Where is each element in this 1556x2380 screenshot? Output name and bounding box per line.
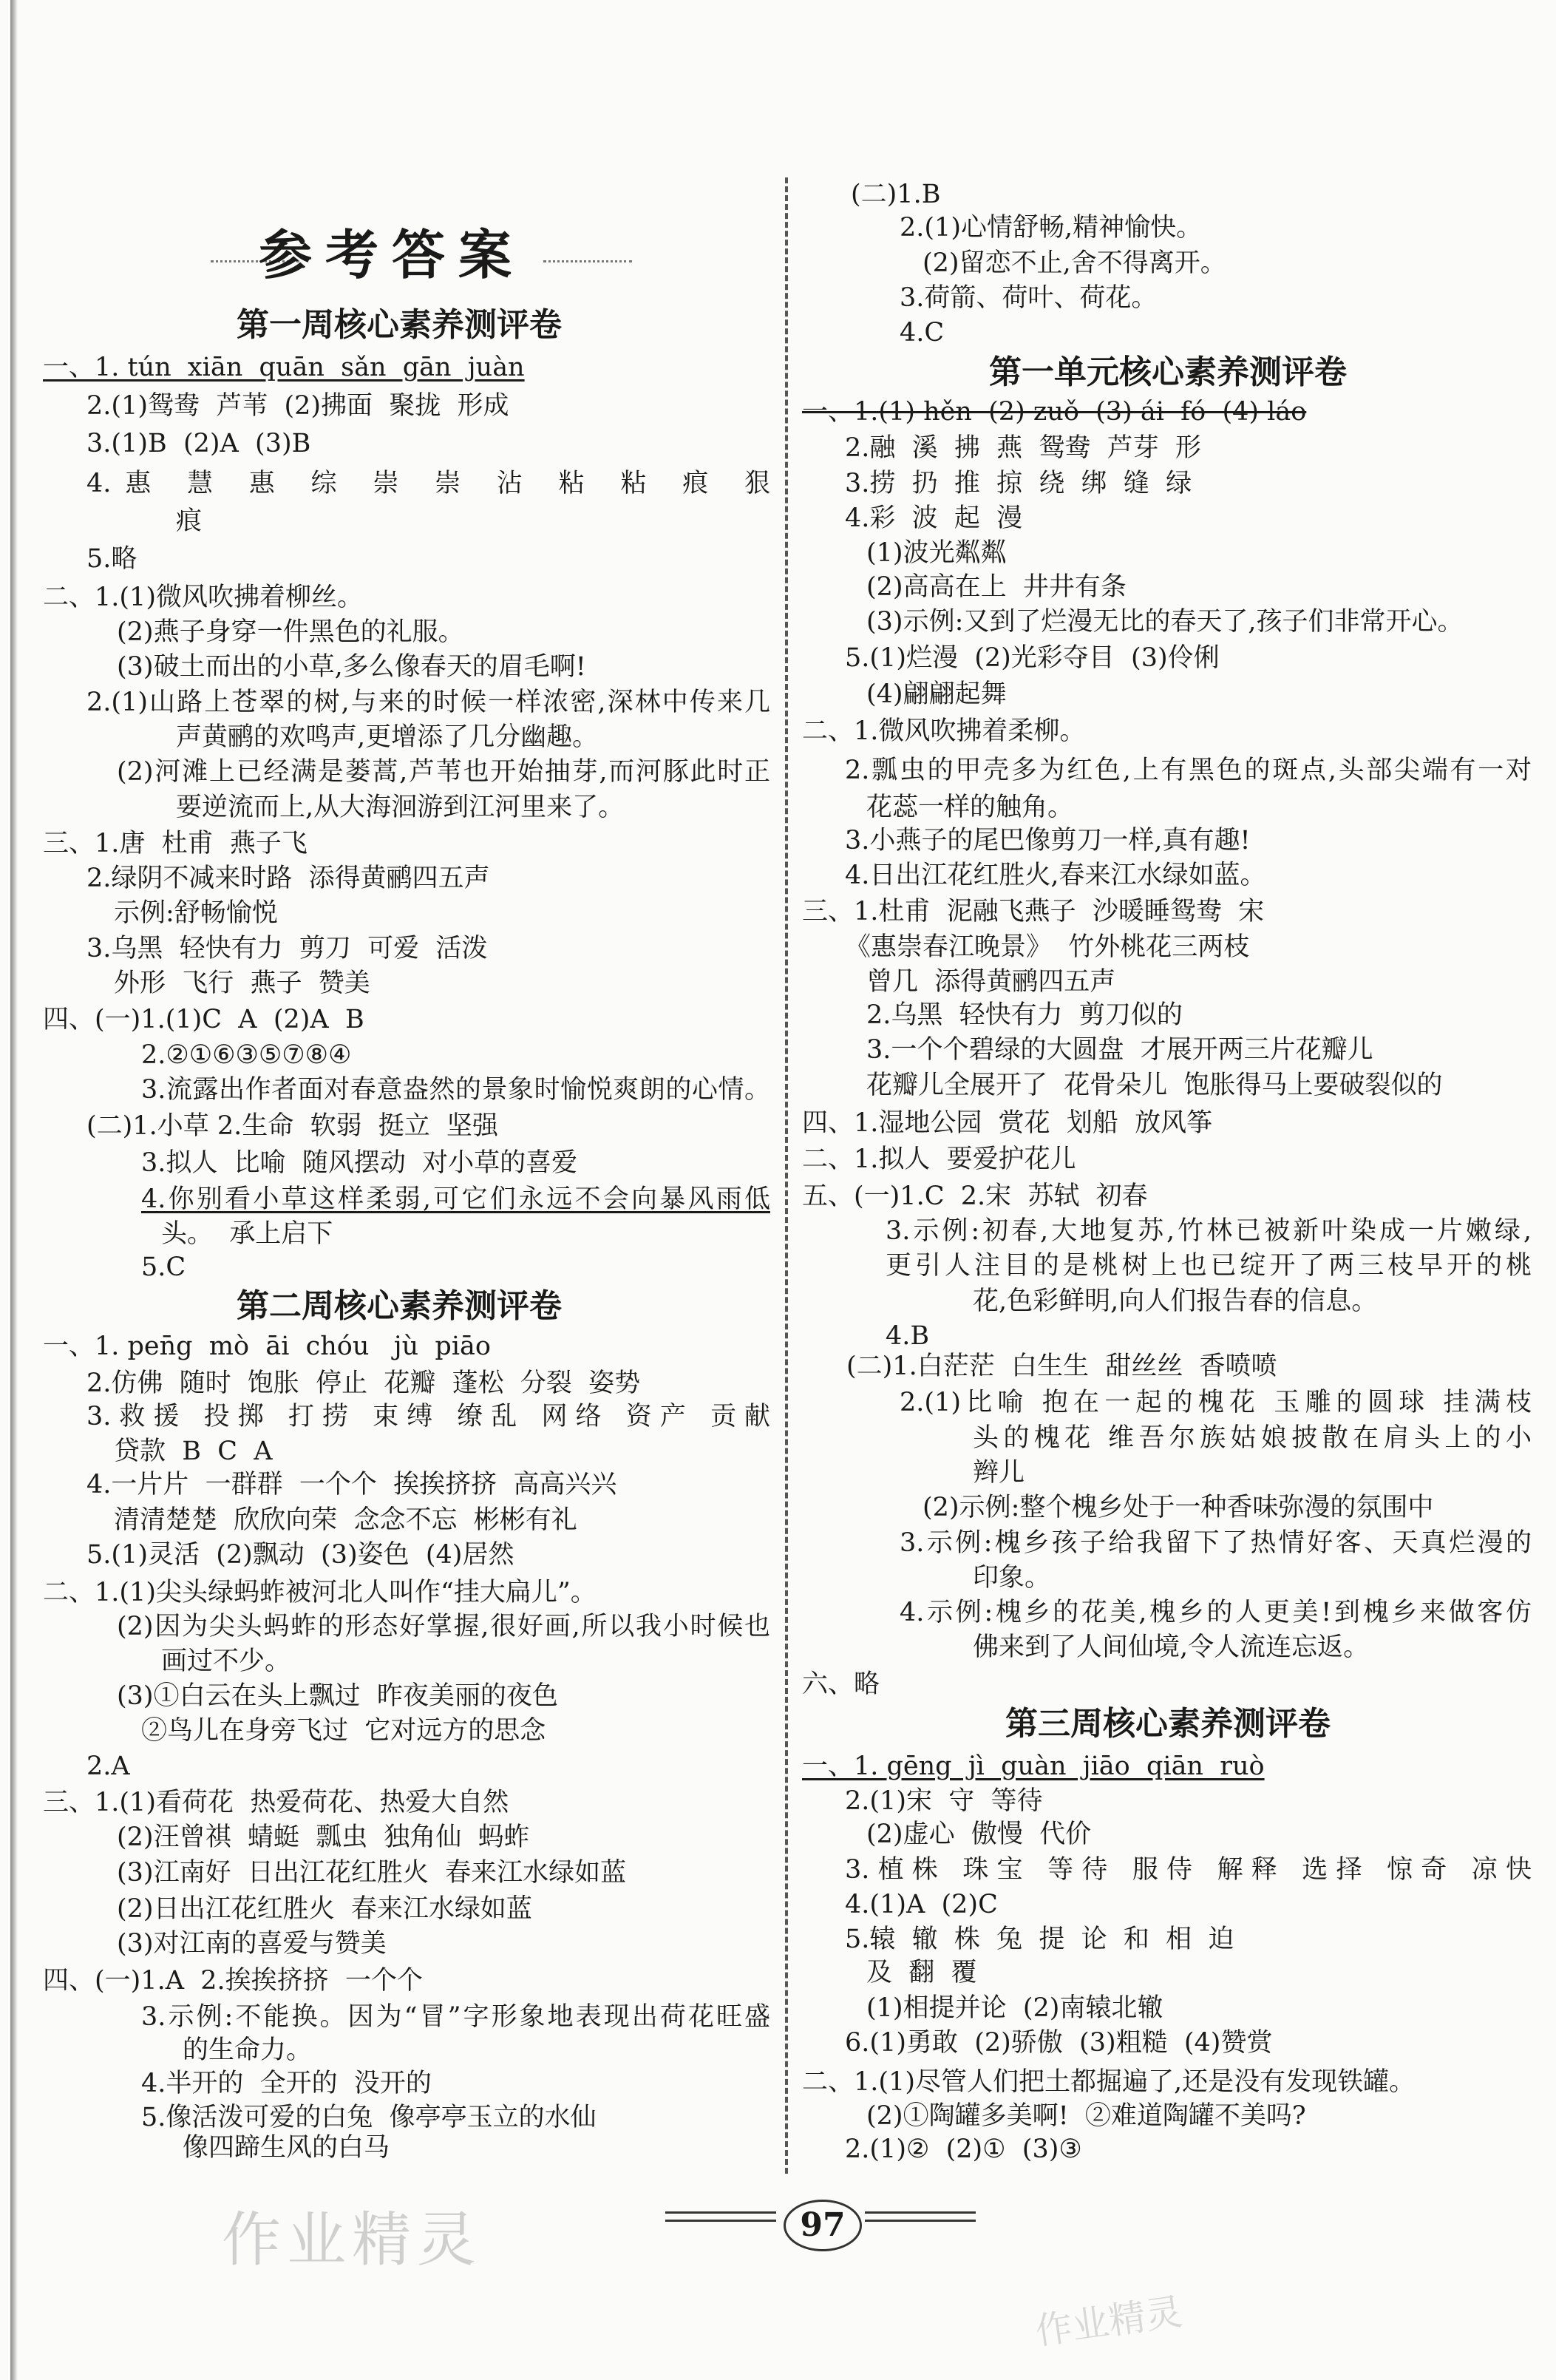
answer-line: 佛来到了人间仙境,令人流连忘返。 [973, 1633, 1370, 1662]
answer-line: 三、1.唐 杜甫 燕子飞 [43, 829, 308, 858]
answer-line: 2.(1)宋 守 等待 [845, 1786, 1043, 1816]
answer-line: 清清楚楚 欣欣向荣 念念不忘 彬彬有礼 [114, 1505, 577, 1535]
answer-line: 3.救援 投掷 打捞 束缚 缭乱 网络 资产 贡献 [86, 1402, 770, 1431]
answer-line: 5.略 [86, 544, 137, 574]
page-footer [665, 2200, 976, 2251]
answer-line: (3)江南好 日出江花红胜火 春来江水绿如蓝 [117, 1858, 627, 1888]
answer-line: 花瓣儿全展开了 花骨朵儿 饱胀得马上要破裂似的 [866, 1071, 1443, 1100]
answer-line: (1)相提并论 (2)南辕北辙 [866, 1993, 1163, 2023]
answer-line: 3.(1)B (2)A (3)B [86, 429, 311, 458]
answer-line: 5.辕 辙 株 兔 提 论 和 相 迫 [845, 1925, 1234, 1954]
answer-line: 3.示例:槐乡孩子给我留下了热情好客、天真烂漫的 [900, 1528, 1532, 1558]
answer-line: 6.(1)勇敢 (2)骄傲 (3)粗糙 (4)赞赏 [845, 2028, 1273, 2058]
answer-line: 三、1.(1)看荷花 热爱荷花、热爱大自然 [43, 1788, 509, 1817]
answer-line: ②鸟儿在身旁飞过 它对远方的思念 [141, 1716, 546, 1746]
answer-line: 3.拟人 比喻 随风摆动 对小草的喜爱 [141, 1148, 578, 1178]
answer-line: (1)波光粼粼 [866, 538, 1007, 568]
answer-line: 2.(1)心情舒畅,精神愉快。 [900, 213, 1203, 243]
answer-line: 4.你别看小草这样柔弱,可它们永远不会向暴风雨低 [141, 1184, 770, 1214]
answer-line: 四、1.湿地公园 赏花 划船 放风筝 [802, 1108, 1213, 1138]
answer-line: 2.仿佛 随时 饱胀 停止 花瓣 蓬松 分裂 姿势 [86, 1369, 641, 1398]
answer-line: 花,色彩鲜明,向人们报告春的信息。 [973, 1286, 1378, 1316]
answer-line: 一、1. tún xiān quān sǎn gān juàn [43, 353, 525, 382]
answer-line: 4.半开的 全开的 没开的 [141, 2069, 432, 2098]
answer-line: (4)翩翩起舞 [866, 679, 1007, 709]
answer-line: 头的槐花 维吾尔族姑娘披散在肩头上的小 [973, 1423, 1532, 1453]
answer-line: 5.(1)烂漫 (2)光彩夺目 (3)伶俐 [845, 643, 1220, 673]
answer-line: 二、1.(1)尖头绿蚂蚱被河北人叫作“挂大扁儿”。 [43, 1578, 597, 1607]
heading-week2: 第二周核心素养测评卷 [237, 1287, 562, 1325]
answer-line: (3)示例:又到了烂漫无比的春天了,孩子们非常开心。 [866, 607, 1464, 637]
page-number: 97 [784, 2200, 862, 2251]
answer-line: 2.②①⑥③⑤⑦⑧④ [141, 1040, 352, 1070]
answer-line: 更引人注目的是桃树上也已绽开了两三枝早开的桃 [886, 1251, 1532, 1281]
answer-line: 2.(1)比喻 抱在一起的槐花 玉雕的圆球 挂满枝 [900, 1388, 1532, 1417]
answer-line: 2.乌黑 轻快有力 剪刀似的 [866, 1000, 1183, 1030]
answer-line: 二、1.微风吹拂着柔柳。 [802, 716, 1086, 746]
answer-line: 3.荷箭、荷叶、荷花。 [900, 283, 1158, 313]
answer-line: (2)虚心 傲慢 代价 [866, 1820, 1092, 1849]
answer-line: (2)因为尖头蚂蚱的形态好掌握,很好画,所以我小时候也 [117, 1612, 770, 1641]
answer-line: (2)燕子身穿一件黑色的礼服。 [117, 617, 464, 647]
answer-line: 曾几 添得黄鹂四五声 [866, 967, 1116, 997]
answer-line: (2)留恋不止,舍不得离开。 [923, 248, 1226, 278]
answer-line: 4.(1)A (2)C [845, 1890, 998, 1919]
answer-line: 《惠崇春江晚景》 竹外桃花三两枝 [845, 932, 1250, 962]
answer-line: 3.植株 珠宝 等待 服侍 解释 选择 惊奇 凉快 [845, 1855, 1532, 1885]
column-divider [785, 177, 788, 2174]
footer-rule-right [865, 2211, 976, 2222]
answer-line: 4.C [900, 318, 945, 347]
answer-line: 示例:舒畅愉悦 [114, 898, 278, 928]
answer-line: 印象。 [973, 1563, 1051, 1593]
answer-line: 4.示例:槐乡的花美,槐乡的人更美!到槐乡来做客仿 [900, 1598, 1532, 1627]
answer-line: 4.B [886, 1321, 930, 1351]
answer-line: (2)示例:整个槐乡处于一种香味弥漫的氛围中 [923, 1493, 1434, 1522]
answer-line: 5.(1)灵活 (2)飘动 (3)姿色 (4)居然 [86, 1540, 514, 1570]
answer-line: (2)高高在上 井井有条 [866, 572, 1127, 602]
heading-week3: 第三周核心素养测评卷 [1005, 1705, 1331, 1743]
page-title: 参考答案 [258, 223, 525, 286]
answer-line: (二)1.小草 2.生命 软弱 挺立 坚强 [86, 1111, 498, 1141]
answer-line: 5.像活泼可爱的白兔 像亭亭玉立的水仙 [141, 2103, 597, 2132]
answer-line: 的生命力。 [183, 2035, 313, 2065]
answer-line: 2.融 溪 拂 燕 鸳鸯 芦芽 形 [845, 433, 1201, 463]
heading-week1: 第一周核心素养测评卷 [237, 306, 562, 344]
answer-line: 4.日出江花红胜火,春来江水绿如蓝。 [845, 861, 1266, 890]
answer-line: 四、(一)1.A 2.挨挨挤挤 一个个 [43, 1966, 423, 1996]
answer-line: (2)汪曾祺 蜻蜓 瓢虫 独角仙 蚂蚱 [117, 1823, 530, 1852]
answer-line: (3)破土而出的小草,多么像春天的眉毛啊! [117, 652, 586, 682]
answer-line: 二、1.(1)尽管人们把土都掘遍了,还是没有发现铁罐。 [802, 2067, 1416, 2097]
answer-line: 2.(1)山路上苍翠的树,与来的时候一样浓密,深林中传来几 [86, 688, 770, 717]
answer-line: 花蕊一样的触角。 [866, 793, 1074, 822]
answer-line: 及 翻 覆 [866, 1958, 977, 1987]
footer-rule-left [665, 2211, 776, 2222]
answer-line: 像四蹄生风的白马 [183, 2133, 390, 2163]
answer-line: (3)对江南的喜爱与赞美 [117, 1929, 387, 1959]
answer-line: (3)①白云在头上飘过 昨夜美丽的夜色 [117, 1681, 558, 1711]
watermark-faint: 作业精灵 [1032, 2290, 1186, 2353]
answer-line: 4.彩 波 起 漫 [845, 504, 1023, 533]
answer-line: (2)河滩上已经满是蒌蒿,芦苇也开始抽芽,而河豚此时正 [117, 757, 770, 787]
answer-line: 三、1.杜甫 泥融飞燕子 沙暖睡鸳鸯 宋 [802, 897, 1265, 926]
answer-line: 二、1.拟人 要爱护花儿 [802, 1145, 1076, 1174]
answer-line: 2.A [86, 1752, 130, 1781]
answer-line: 3.小燕子的尾巴像剪刀一样,真有趣! [845, 826, 1251, 855]
answer-line: 画过不少。 [161, 1647, 291, 1676]
answer-line: 3.一个个碧绿的大圆盘 才展开两三片花瓣儿 [866, 1035, 1373, 1065]
answer-line: 外形 飞行 燕子 赞美 [114, 969, 370, 998]
answer-line: 4.一片片 一群群 一个个 挨挨挤挤 高高兴兴 [86, 1470, 617, 1499]
answer-line: 一、1. pen̄g mò āi chóu jù piāo [43, 1332, 491, 1361]
answer-line: 要逆流而上,从大海洄游到江河里来了。 [176, 793, 625, 822]
answer-line: 2.(1)② (2)① (3)③ [845, 2135, 1082, 2164]
answer-line: 2.绿阴不减来时路 添得黄鹂四五声 [86, 864, 490, 893]
answer-line: 四、(一)1.(1)C A (2)A B [43, 1005, 364, 1034]
answer-line: (2)①陶罐多美啊! ②难道陶罐不美吗? [866, 2101, 1306, 2131]
answer-line: 3.流露出作者面对春意盎然的景象时愉悦爽朗的心情。 [141, 1075, 770, 1105]
answer-line: 2.(1)鸳鸯 芦苇 (2)拂面 聚拢 形成 [86, 391, 509, 421]
answer-line: 贷款 B C A [114, 1437, 273, 1466]
answer-line: 辫儿 [973, 1458, 1025, 1488]
title-decoration-right [543, 260, 632, 262]
answer-line: 3.示例:初春,大地复苏,竹林已被新叶染成一片嫩绿, [886, 1216, 1532, 1246]
watermark: 作业精灵 [222, 2206, 482, 2274]
answer-line: (二)1.白茫茫 白生生 甜丝丝 香喷喷 [846, 1352, 1277, 1381]
answer-line: 5.C [141, 1252, 186, 1282]
answer-line: 3.乌黑 轻快有力 剪刀 可爱 活泼 [86, 934, 488, 963]
answer-line: 4.惠 慧 惠 综 崇 崇 沾 粘 粘 痕 狠 [86, 469, 770, 498]
answer-line: 六、略 [802, 1669, 880, 1699]
answer-line: 声黄鹂的欢鸣声,更增添了几分幽趣。 [176, 722, 599, 752]
answer-line: (2)日出江花红胜火 春来江水绿如蓝 [117, 1894, 532, 1924]
scan-edge [10, 0, 18, 2380]
answer-line: (二)1.B [851, 180, 941, 209]
answer-line: 一、1. gēng jì guàn jiāo qiān ruò [802, 1752, 1265, 1781]
answer-line: 头。 承上启下 [161, 1219, 333, 1249]
answer-line: 五、(一)1.C 2.宋 苏轼 初春 [802, 1181, 1148, 1211]
answer-line: 一、1.(1) hěn (2) zuǒ (3) ái fó (4) láo [802, 397, 1307, 427]
answer-line: 3.捞 扔 推 掠 绕 绑 缝 绿 [845, 469, 1192, 498]
answer-line: 二、1.(1)微风吹拂着柳丝。 [43, 583, 363, 612]
answer-line: 3.示例:不能换。因为“冒”字形象地表现出荷花旺盛 [141, 2002, 770, 2032]
heading-unit1: 第一单元核心素养测评卷 [989, 353, 1347, 391]
answer-line: 痕 [176, 506, 203, 536]
answer-line: 2.瓢虫的甲壳多为红色,上有黑色的斑点,头部尖端有一对 [845, 756, 1532, 785]
